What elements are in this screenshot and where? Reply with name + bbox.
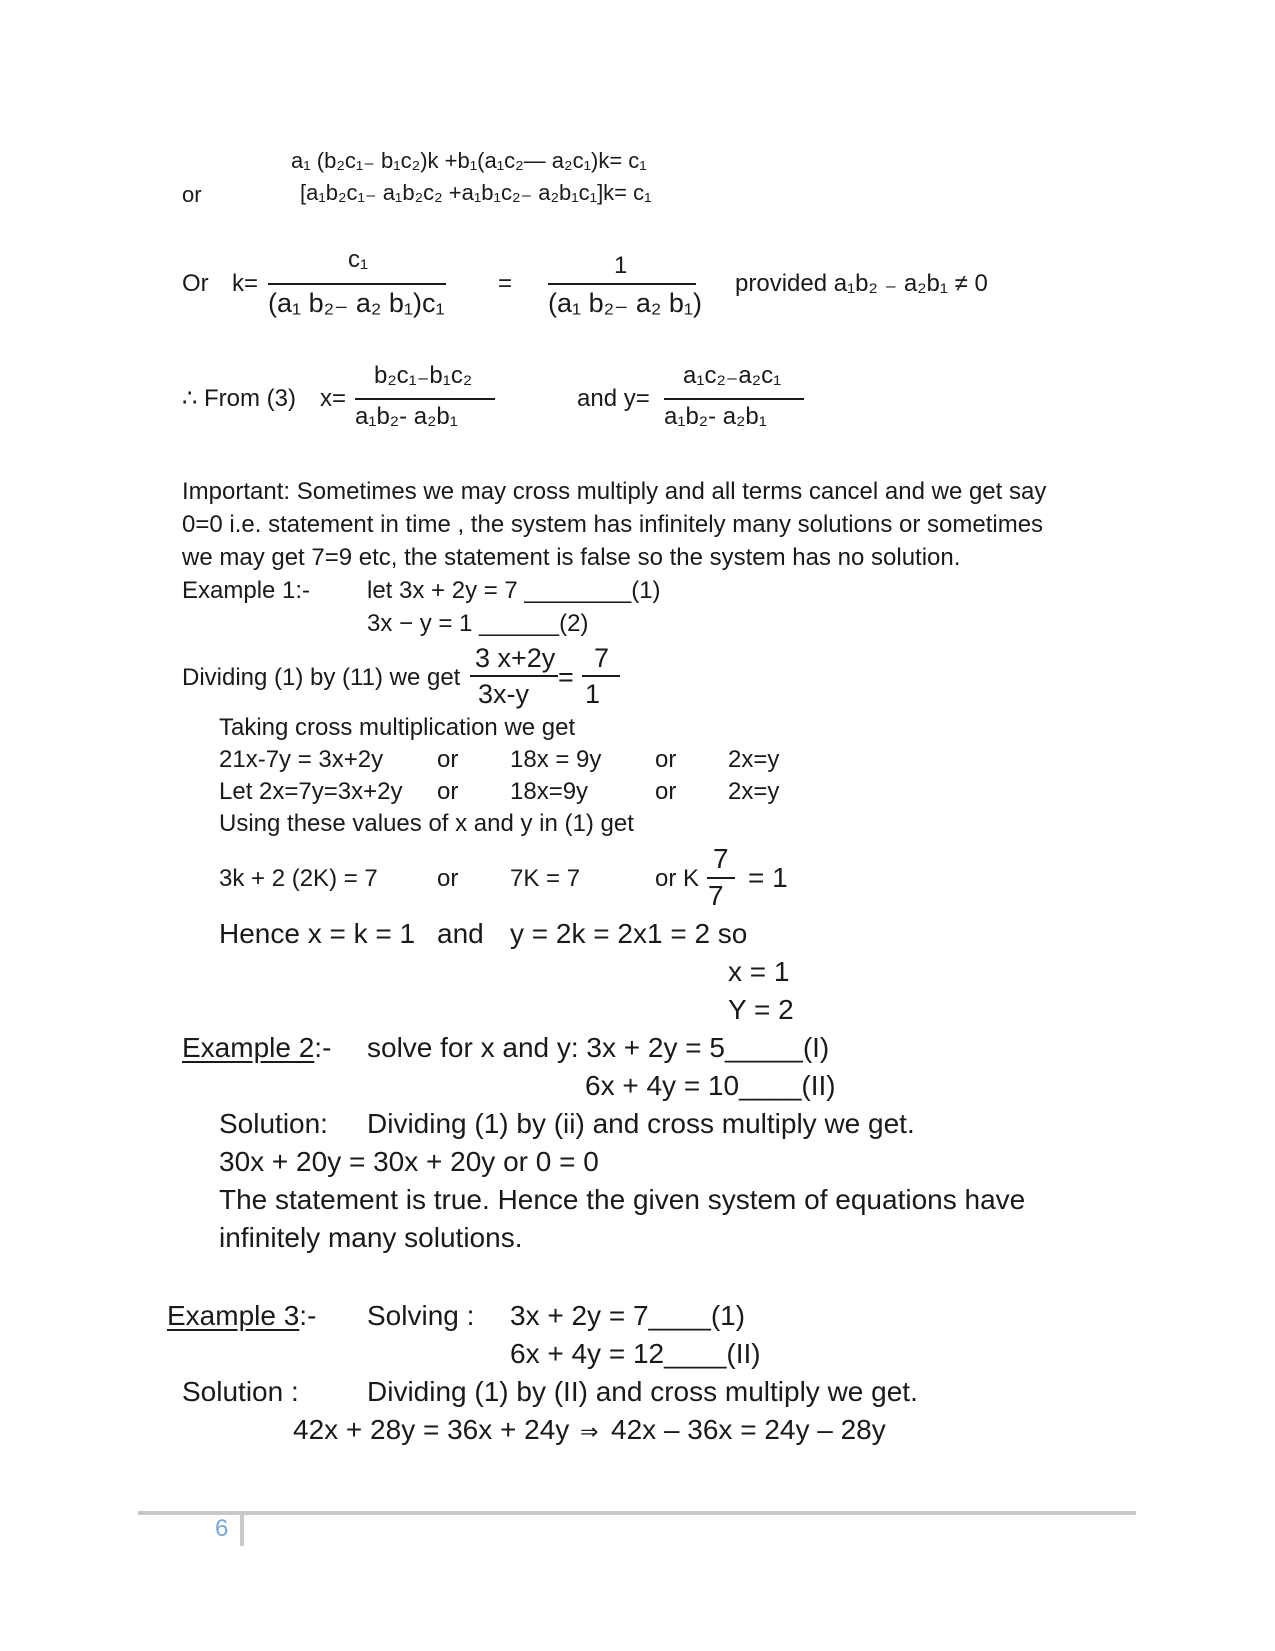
row2-eq2: 18x=9y [510,778,589,805]
example2-solution-text: Dividing (1) by (ii) and cross multiply we get. [367,1108,915,1139]
example3-last-right: 42x – 36x = 24y – 28y [611,1414,886,1445]
from-label: ∴ From (3) [182,385,296,412]
important-line-1: Important: Sometimes we may cross multiply and all terms cancel and we get say [182,478,1047,505]
row2-or2: or [655,778,677,805]
example2-statement-1: The statement is true. Hence the given system of equations have [219,1184,1026,1215]
x-result: x = 1 [728,956,790,987]
example3-solution-text: Dividing (1) by (II) and cross multiply we get. [367,1376,918,1407]
implies-arrow: ⇒ [580,1419,599,1444]
or-label: or [182,182,202,207]
y-result: Y = 2 [728,994,794,1025]
row2-eq3: 2x=y [728,778,780,805]
k-label: k= [232,270,259,297]
row3-eq2: 7K = 7 [510,865,581,892]
derivation-line-2: [a₁b₂c₁₋ a₁b₂c₂ +a₁b₁c₂₋ a₂b₁c₁]k= c₁ [300,180,652,205]
cross-multiplication-text: Taking cross multiplication we get [219,714,576,741]
example1-rhs-denominator: 1 [585,679,601,709]
k-equals: = [498,270,513,297]
y-denominator: a₁b₂- a₂b₁ [664,403,767,430]
x-fraction-bar [355,398,495,400]
k-frac2-denominator: (a₁ b₂₋ a₂ b₁) [548,288,702,318]
k-equals-one: = 1 [748,862,788,893]
using-values-text: Using these values of x and y in (1) get [219,810,634,837]
k-denominator: 7 [708,880,724,911]
example2-statement-2: infinitely many solutions. [219,1222,523,1253]
example2-eq2: 6x + 4y = 10____(II) [585,1070,836,1101]
example1-frac-numerator: 3 x+2y [475,643,556,673]
example1-label: Example 1:- [182,577,311,604]
important-line-3: we may get 7=9 etc, the statement is false so the system has no solution. [182,544,961,571]
example1-frac-bar [470,675,558,677]
example1-rhs-bar [582,675,620,677]
footer-divider [138,1511,1136,1515]
example2-solution-label: Solution: [219,1108,328,1139]
example2-suffix: :- [314,1032,332,1063]
x-denominator: a₁b₂- a₂b₁ [355,403,458,430]
k-fraction-bar [707,877,735,879]
example3-suffix: :- [299,1300,317,1331]
example2-heading [182,1034,331,1062]
row3-or-k: or K [655,865,700,892]
k-frac2-numerator: 1 [614,252,628,279]
example1-frac-denominator: 3x-y [478,679,530,709]
hence-text: Hence x = k = 1 [219,918,416,949]
example1-eq2: 3x − y = 1 ______(2) [367,610,589,637]
derivation-line-1: a₁ (b₂c₁₋ b₁c₂)k +b₁(a₁c₂— a₂c₁)k= c₁ [291,148,647,173]
example1-equals: = [558,662,574,692]
example3-eq2: 6x + 4y = 12____(II) [510,1338,761,1369]
row2-or1: or [437,778,459,805]
dividing-text: Dividing (1) by (11) we get [182,664,461,691]
example1-rhs-numerator: 7 [594,643,610,673]
example3-solution-label: Solution : [182,1376,299,1407]
k-numerator: 7 [713,843,729,874]
k-frac2-bar [548,283,696,285]
example2-eq3: 30x + 20y = 30x + 20y or 0 = 0 [219,1146,599,1177]
k-frac1-bar [268,283,446,285]
row1-or2: or [655,746,677,773]
example3-solving: Solving : [367,1300,475,1331]
page-number: 6 [215,1515,229,1542]
x-label: x= [320,385,347,412]
y-fraction-bar [664,398,804,400]
and-y-label: and y= [577,385,650,412]
x-numerator: b₂c₁₋b₁c₂ [374,362,473,389]
row2-eq: Let 2x=7y=3x+2y [219,778,403,805]
k-frac1-numerator: c₁ [348,246,369,273]
row1-eq3: 2x=y [728,746,780,773]
row3-eq: 3k + 2 (2K) = 7 [219,865,378,892]
example2-solve: solve for x and y: 3x + 2y = 5_____(I) [367,1032,830,1063]
page-number-divider [240,1515,244,1546]
hence-and: and [437,918,484,949]
example3-heading [167,1302,316,1330]
row3-or1: or [437,865,459,892]
row1-or1: or [437,746,459,773]
hence-y: y = 2k = 2x1 = 2 so [510,918,748,949]
example1-eq1: let 3x + 2y = 7 ________(1) [367,577,661,604]
provided-condition: provided a₁b₂ ₋ a₂b₁ ≠ 0 [735,270,988,297]
row1-eq: 21x-7y = 3x+2y [219,746,384,773]
example2-label: Example 2 [182,1032,315,1063]
example3-label: Example 3 [167,1300,300,1331]
example3-last-left: 42x + 28y = 36x + 24y [293,1414,570,1445]
important-line-2: 0=0 i.e. statement in time , the system has infinitely many solutions or sometimes [182,511,1044,538]
y-numerator: a₁c₂₋a₂c₁ [683,362,782,389]
example3-eq1: 3x + 2y = 7____(1) [510,1300,746,1331]
k-frac1-denominator: (a₁ b₂₋ a₂ b₁)c₁ [268,288,445,318]
or-label-k: Or [182,270,209,297]
row1-eq2: 18x = 9y [510,746,602,773]
